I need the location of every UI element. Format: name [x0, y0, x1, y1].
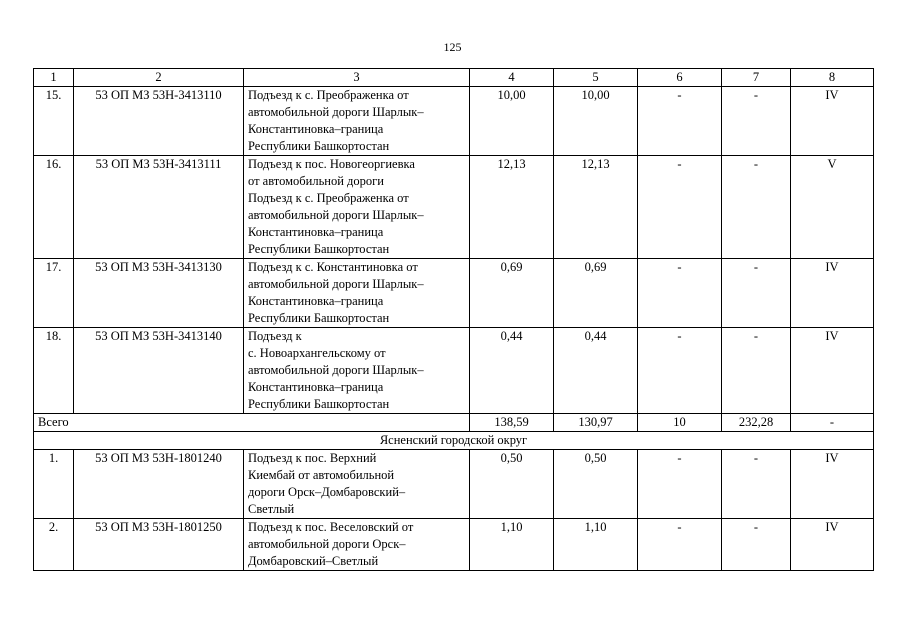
- road-code: 53 ОП МЗ 53Н-3413140: [74, 328, 244, 414]
- page-number: 125: [443, 40, 462, 54]
- column-number-cell: 1: [34, 69, 74, 87]
- road-name-line: Константиновка–граница: [248, 225, 384, 239]
- row-number: 15.: [34, 87, 74, 156]
- road-name-line: Светлый: [248, 502, 295, 516]
- road-name-line: автомобильной дороги Орск–: [248, 537, 406, 551]
- column-number-cell: 4: [470, 69, 554, 87]
- roads-table: [33, 68, 874, 571]
- total-row: [34, 414, 874, 432]
- column-6-value: -: [638, 87, 722, 156]
- road-category: IV: [791, 519, 874, 571]
- column-6-value: -: [638, 259, 722, 328]
- section-row: [34, 432, 874, 450]
- road-name: [244, 259, 470, 328]
- column-7-value: -: [722, 156, 791, 259]
- road-name: [244, 156, 470, 259]
- road-name-line: Подъезд к пос. Веселовский от: [248, 520, 414, 534]
- column-number-cell: 5: [554, 69, 638, 87]
- road-name-line: Подъезд к пос. Верхний: [248, 451, 377, 465]
- length-total: 12,13: [470, 156, 554, 259]
- row-number: 1.: [34, 450, 74, 519]
- length-total: 0,50: [470, 450, 554, 519]
- column-6-value: -: [638, 519, 722, 571]
- road-category: IV: [791, 328, 874, 414]
- column-7-value: -: [722, 519, 791, 571]
- length-total: 10,00: [470, 87, 554, 156]
- road-name-line: Подъезд к: [248, 329, 302, 343]
- road-name-line: дороги Орск–Домбаровский–: [248, 485, 406, 499]
- table-row: [34, 450, 874, 519]
- road-name-line: автомобильной дороги Шарлык–: [248, 208, 424, 222]
- column-7-value: -: [722, 87, 791, 156]
- road-name-line: Константиновка–граница: [248, 122, 384, 136]
- row-number: 17.: [34, 259, 74, 328]
- total-length: 138,59: [470, 414, 554, 432]
- column-number-cell: 2: [74, 69, 244, 87]
- length-paved: 12,13: [554, 156, 638, 259]
- total-label: Всего: [34, 414, 470, 432]
- road-name-line: Домбаровский–Светлый: [248, 554, 379, 568]
- column-7-value: -: [722, 450, 791, 519]
- total-paved: 130,97: [554, 414, 638, 432]
- table-row: [34, 87, 874, 156]
- length-paved: 10,00: [554, 87, 638, 156]
- length-total: 0,44: [470, 328, 554, 414]
- road-category: IV: [791, 87, 874, 156]
- length-paved: 0,44: [554, 328, 638, 414]
- table-row: [34, 259, 874, 328]
- total-column-7: 232,28: [722, 414, 791, 432]
- column-6-value: -: [638, 328, 722, 414]
- road-name-line: Республики Башкортостан: [248, 139, 390, 153]
- column-number-row: [34, 69, 874, 87]
- length-total: 1,10: [470, 519, 554, 571]
- table-row: [34, 328, 874, 414]
- table-row: [34, 519, 874, 571]
- road-name-line: от автомобильной дороги: [248, 174, 384, 188]
- road-category: V: [791, 156, 874, 259]
- road-code: 53 ОП МЗ 53Н-3413110: [74, 87, 244, 156]
- column-number-cell: 3: [244, 69, 470, 87]
- section-title: Ясненский городской округ: [34, 432, 874, 450]
- road-name: [244, 450, 470, 519]
- road-name: [244, 87, 470, 156]
- road-code: 53 ОП МЗ 53Н-3413130: [74, 259, 244, 328]
- road-name-line: автомобильной дороги Шарлык–: [248, 277, 424, 291]
- road-code: 53 ОП МЗ 53Н-1801240: [74, 450, 244, 519]
- row-number: 16.: [34, 156, 74, 259]
- road-name-line: Подъезд к с. Константиновка от: [248, 260, 418, 274]
- road-code: 53 ОП МЗ 53Н-1801250: [74, 519, 244, 571]
- road-category: IV: [791, 450, 874, 519]
- row-number: 2.: [34, 519, 74, 571]
- road-name-line: Республики Башкортостан: [248, 242, 390, 256]
- road-name-line: Киембай от автомобильной: [248, 468, 395, 482]
- total-column-6: 10: [638, 414, 722, 432]
- column-7-value: -: [722, 328, 791, 414]
- length-paved: 0,69: [554, 259, 638, 328]
- road-name-line: автомобильной дороги Шарлык–: [248, 105, 424, 119]
- table-row: [34, 156, 874, 259]
- column-number-cell: 6: [638, 69, 722, 87]
- column-number-cell: 8: [791, 69, 874, 87]
- road-name-line: Константиновка–граница: [248, 294, 384, 308]
- column-7-value: -: [722, 259, 791, 328]
- road-name-line: с. Новоархангельскому от: [248, 346, 386, 360]
- row-number: 18.: [34, 328, 74, 414]
- column-6-value: -: [638, 450, 722, 519]
- road-name: [244, 328, 470, 414]
- road-name-line: Республики Башкортостан: [248, 397, 390, 411]
- road-code: 53 ОП МЗ 53Н-3413111: [74, 156, 244, 259]
- length-paved: 1,10: [554, 519, 638, 571]
- road-name-line: Подъезд к пос. Новогеоргиевка: [248, 157, 415, 171]
- road-name: [244, 519, 470, 571]
- road-name-line: Константиновка–граница: [248, 380, 384, 394]
- column-6-value: -: [638, 156, 722, 259]
- column-number-cell: 7: [722, 69, 791, 87]
- length-total: 0,69: [470, 259, 554, 328]
- total-category: -: [791, 414, 874, 432]
- road-category: IV: [791, 259, 874, 328]
- road-name-line: Подъезд к с. Преображенка от: [248, 88, 409, 102]
- road-name-line: автомобильной дороги Шарлык–: [248, 363, 424, 377]
- length-paved: 0,50: [554, 450, 638, 519]
- road-name-line: Подъезд к с. Преображенка от: [248, 191, 409, 205]
- road-name-line: Республики Башкортостан: [248, 311, 390, 325]
